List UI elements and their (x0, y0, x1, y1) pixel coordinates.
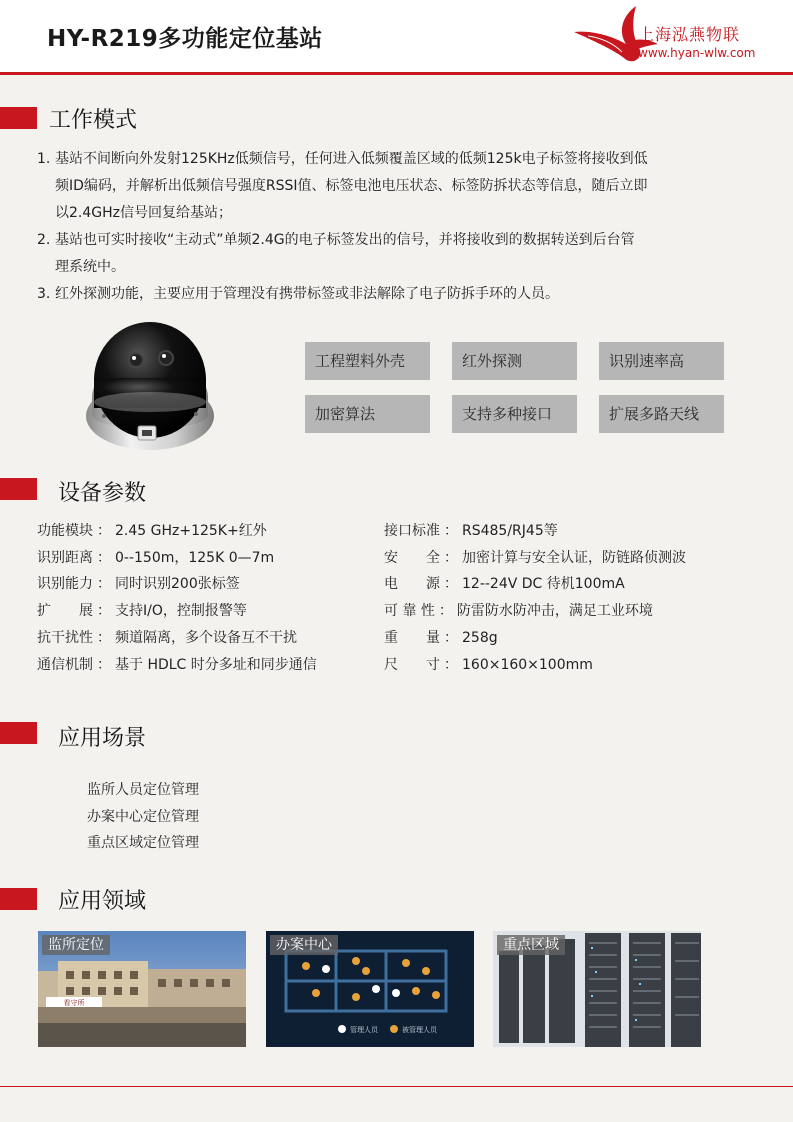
photo-case-center (266, 931, 474, 1047)
mode-list (37, 146, 753, 308)
param-colon: ： (97, 549, 111, 566)
feature-tag: 工程塑料外壳 (305, 342, 430, 380)
section-title-fields: 应用领域 (58, 889, 147, 914)
param-row (384, 518, 686, 545)
list-item (37, 146, 753, 227)
section-marker (0, 888, 37, 910)
param-label: 扩 展 (37, 603, 93, 620)
params-left (37, 518, 317, 678)
list-text: 以2.4GHz信号回复给基站； (55, 205, 232, 221)
list-text: 红外探测功能，主要应用于管理没有携带标签或非法解除了电子防拆手环的人员。 (55, 286, 559, 302)
photo-caption: 重点区域 (497, 935, 565, 955)
param-row (37, 571, 317, 598)
photo-key-area (493, 931, 701, 1047)
section-title-params: 设备参数 (58, 481, 147, 506)
param-value: 防雷防水防冲击，满足工业环境 (456, 603, 653, 620)
list-text: 基站也可实时接收“主动式”单频2.4G的电子标签发出的信号，并将接收到的数据转送到后台管 (55, 232, 635, 248)
param-row (384, 545, 686, 572)
feature-tag: 识别速率高 (599, 342, 724, 380)
header-divider (0, 72, 793, 75)
legend-detainee: 被管理人员 (402, 1026, 437, 1034)
param-row (384, 598, 686, 625)
param-value: 160×160×100mm (462, 656, 593, 673)
param-label: 通信机制 (37, 656, 93, 673)
brand-url: www.hyan-wlw.com (638, 46, 756, 60)
photo-caption: 监所定位 (42, 935, 110, 955)
param-colon: ： (97, 656, 111, 673)
feature-tag: 支持多种接口 (452, 395, 577, 433)
param-row (384, 625, 686, 652)
list-item (37, 227, 753, 281)
param-row (384, 652, 686, 679)
photo-caption: 办案中心 (270, 935, 338, 955)
param-value: 加密计算与安全认证，防链路侦测波 (462, 549, 686, 566)
list-text: 基站不间断向外发射125KHz低频信号，任何进入低频覆盖区域的低频125k电子标签将接收到低 (55, 151, 648, 167)
param-row (37, 625, 317, 652)
list-item: 重点区域定位管理 (87, 835, 199, 851)
param-colon: ： (97, 603, 111, 620)
param-row (37, 652, 317, 679)
param-label: 抗干扰性 (37, 629, 93, 646)
param-value: 基于 HDLC 时分多址和同步通信 (115, 656, 317, 673)
param-label: 尺 寸 (384, 656, 440, 673)
legend-staff: 管理人员 (350, 1026, 378, 1034)
param-value: 支持I/O，控制报警等 (115, 603, 247, 620)
param-colon: ： (444, 629, 458, 646)
list-number: 1. (37, 151, 51, 167)
param-value: 12--24V DC 待机100mA (462, 576, 625, 593)
photo-prison (38, 931, 246, 1047)
scene-list (87, 777, 199, 857)
section-title-mode: 工作模式 (49, 108, 138, 133)
list-number: 2. (37, 232, 51, 248)
param-value: 2.45 GHz+125K+红外 (115, 523, 267, 539)
list-text: 理系统中。 (55, 259, 125, 275)
base-station-image (82, 318, 222, 458)
list-text: 频ID编码，并解析出低频信号强度RSSI值、标签电池电压状态、标签防拆状态等信息，随后立即 (55, 178, 648, 194)
param-colon: ： (444, 576, 458, 593)
brand-name: 上海泓燕物联 (638, 25, 741, 44)
section-marker (0, 722, 37, 744)
param-row (384, 571, 686, 598)
param-label: 重 量 (384, 629, 440, 646)
param-value: 258g (462, 629, 498, 646)
param-label: 可 靠 性 (384, 603, 435, 620)
param-colon: ： (97, 629, 111, 646)
param-colon: ： (444, 549, 458, 566)
feature-tag: 扩展多路天线 (599, 395, 724, 433)
param-row (37, 545, 317, 572)
param-colon: ： (97, 576, 111, 593)
param-label: 识别能力 (37, 576, 93, 593)
param-row (37, 518, 317, 545)
header (0, 0, 793, 74)
feature-tag: 加密算法 (305, 395, 430, 433)
feature-tag: 红外探测 (452, 342, 577, 380)
list-number: 3. (37, 286, 51, 302)
param-colon: ： (444, 523, 458, 539)
list-item (37, 281, 753, 308)
param-colon: ： (444, 656, 458, 673)
section-marker (0, 107, 37, 129)
param-colon: ： (97, 523, 111, 539)
param-label: 功能模块 (37, 523, 93, 539)
param-colon: ： (438, 603, 453, 620)
gate-sign: 看守所 (63, 999, 85, 1007)
param-row (37, 598, 317, 625)
param-value: 同时识别200张标签 (115, 576, 240, 593)
section-title-scenes: 应用场景 (58, 726, 147, 751)
list-item: 办案中心定位管理 (87, 808, 199, 825)
param-value: 频道隔离，多个设备互不干扰 (115, 629, 297, 646)
footer-divider (0, 1086, 793, 1087)
param-label: 识别距离 (37, 549, 93, 566)
param-label: 接口标准 (384, 523, 440, 539)
param-value: RS485/RJ45等 (462, 523, 558, 539)
params-right (384, 518, 686, 678)
list-item: 监所人员定位管理 (87, 782, 199, 798)
section-marker (0, 478, 37, 500)
param-label: 电 源 (384, 576, 440, 593)
param-value: 0--150m，125K 0—7m (115, 549, 275, 566)
param-label: 安 全 (384, 549, 440, 566)
page-title: HY-R219多功能定位基站 (47, 26, 323, 52)
